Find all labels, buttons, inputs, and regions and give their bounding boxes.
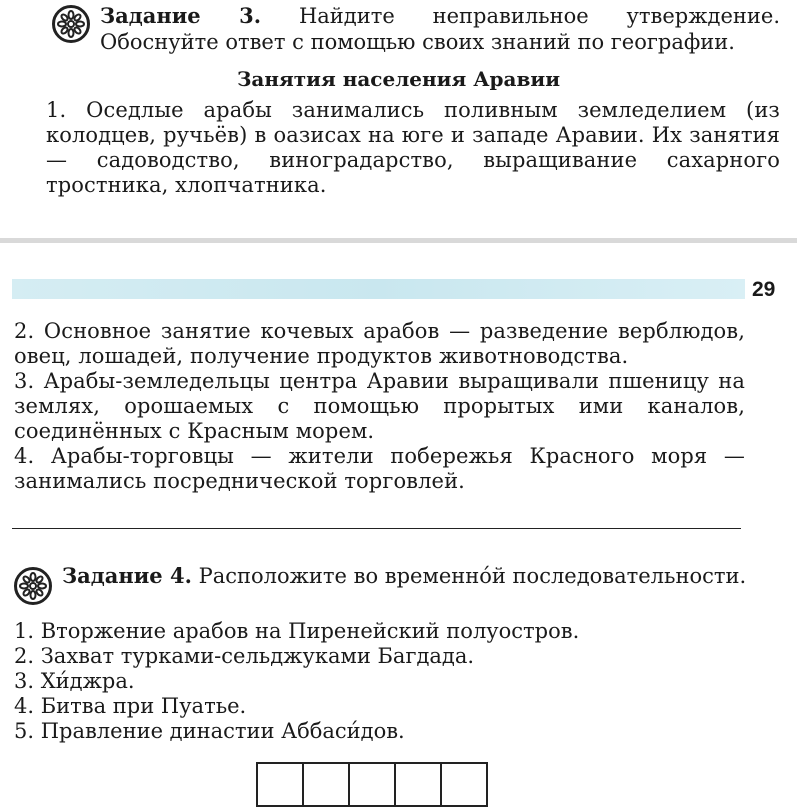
- answer-cell[interactable]: [348, 762, 396, 807]
- task-flower-icon: [52, 5, 90, 43]
- list-item: 4. Битва при Пуатье.: [14, 694, 247, 718]
- task4-label: Задание 4.: [62, 563, 192, 588]
- page-number: 29: [752, 278, 776, 301]
- page-header-band: [12, 279, 745, 299]
- statement-4: 4. Арабы-торговцы — жители побережья Красного моря — занимались посреднической торговлей.: [14, 444, 745, 493]
- task4-instruction: Расположите во временнóй последовательности.: [191, 564, 747, 588]
- event-list: [14, 619, 579, 744]
- list-item: 5. Правление династии Аббаси́дов.: [14, 719, 405, 743]
- task4-heading: [62, 563, 752, 589]
- answer-cell[interactable]: [256, 762, 304, 807]
- statement-3: 3. Арабы-земледельцы центра Аравии выращивали пшеницу на землях, орошаемых с помощью прорытых ими каналов, соединённых с Красным морем.: [14, 369, 745, 443]
- statement-1: 1. Оседлые арабы занимались поливным земледелием (из колодцев, ручьёв) в оазисах на юге и западе Аравии. Их занятия — садоводство, виноградарство, выращивание сахарного тростника, хлопчатника.: [46, 98, 780, 197]
- list-item: 3. Хи́джра.: [14, 669, 135, 693]
- answer-cell[interactable]: [440, 762, 488, 807]
- answer-cell[interactable]: [394, 762, 442, 807]
- answer-grid: [256, 762, 488, 807]
- statement-2: 2. Основное занятие кочевых арабов — разведение верблюдов, овец, лошадей, получение продуктов животноводства.: [14, 319, 745, 368]
- task3-instruction: Найдите неправильное утверждение. Обоснуйте ответ с помощью своих знаний по географии.: [100, 4, 780, 54]
- page-divider: [0, 238, 797, 243]
- section-subtitle: Занятия населения Аравии: [236, 67, 561, 91]
- list-item: 2. Захват турками-сельджуками Багдада.: [14, 644, 475, 668]
- task-flower-icon: [14, 567, 52, 605]
- task3-heading: [100, 3, 780, 55]
- answer-line[interactable]: [12, 528, 741, 529]
- list-item: 1. Вторжение арабов на Пиренейский полуостров.: [14, 619, 580, 643]
- answer-cell[interactable]: [302, 762, 350, 807]
- task3-label: Задание 3.: [100, 3, 262, 28]
